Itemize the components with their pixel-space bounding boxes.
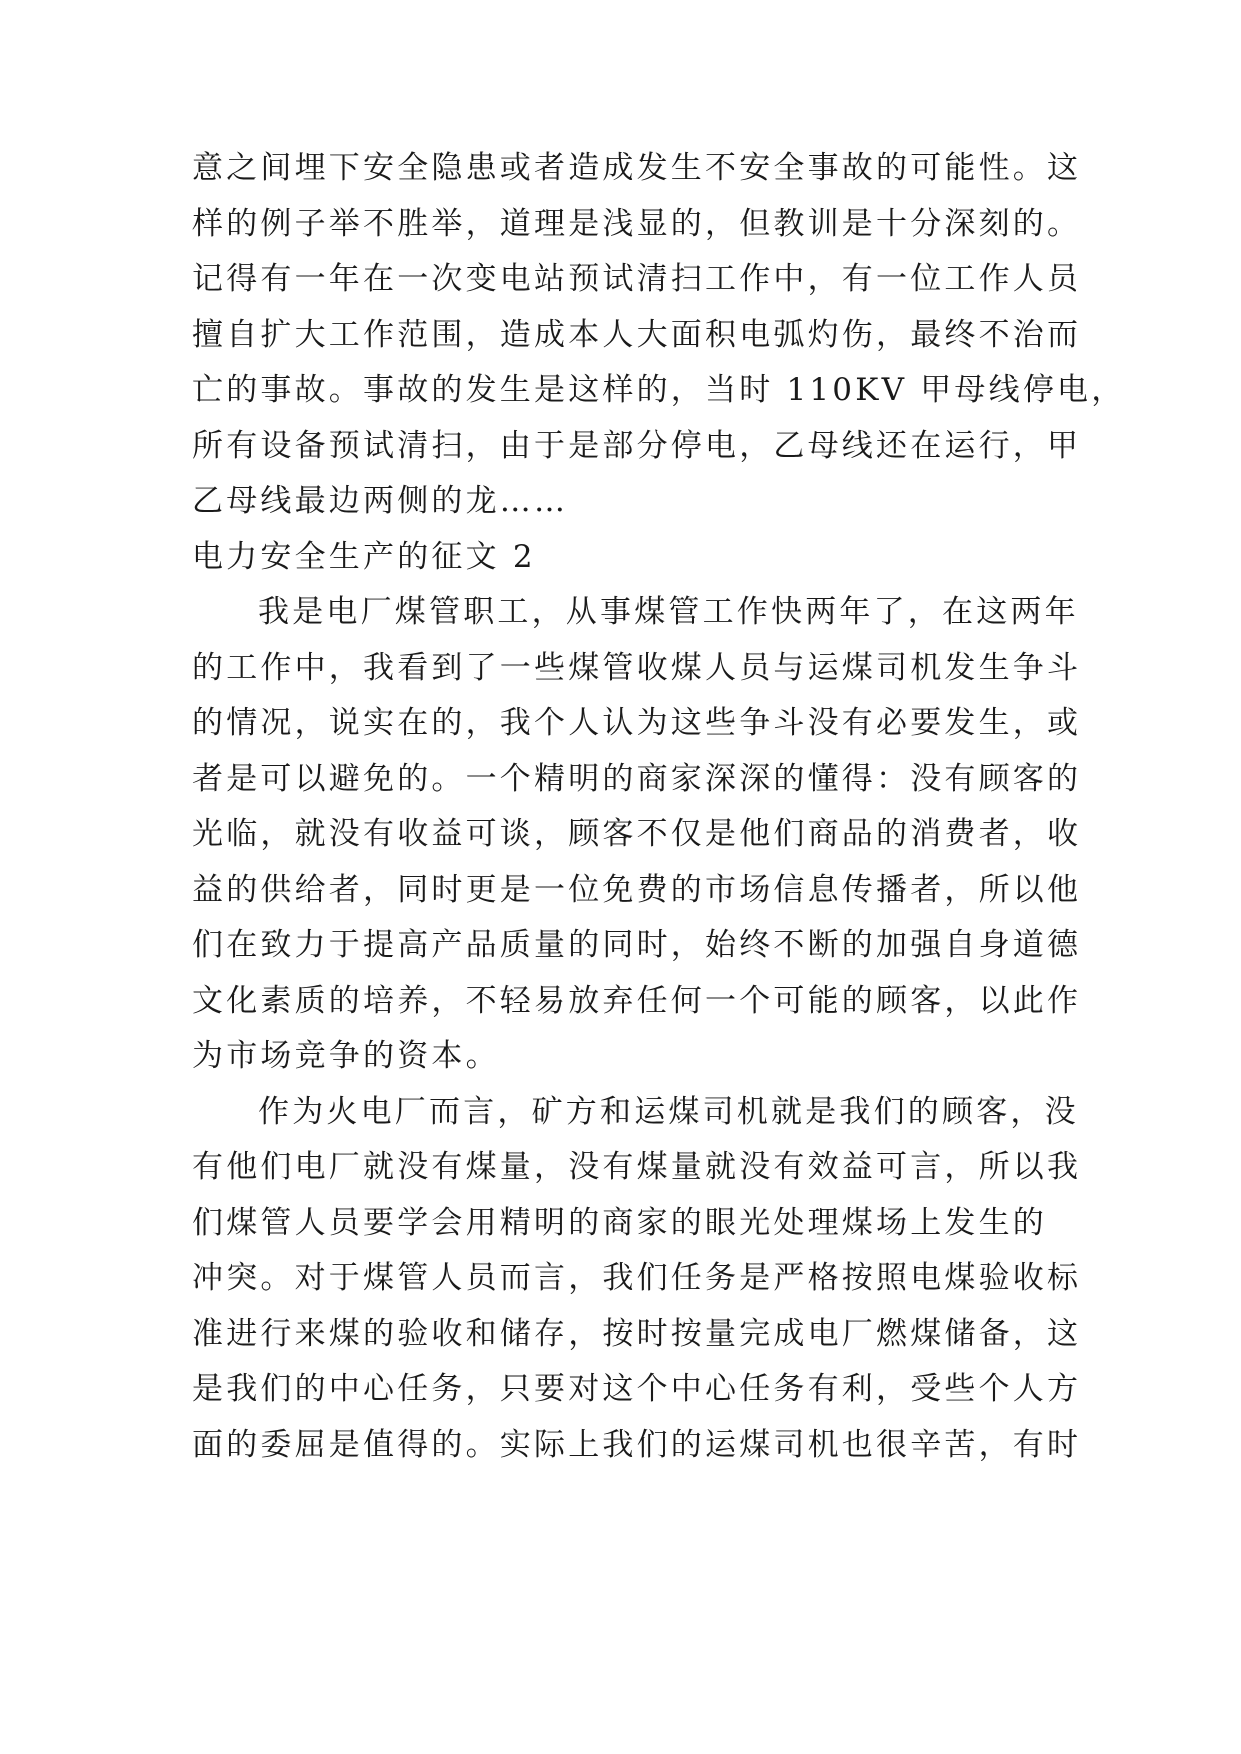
text-line: 擅自扩大工作范围，造成本人大面积电弧灼伤，最终不治而 [192,317,1082,353]
text-line: 准进行来煤的验收和储存，按时按量完成电厂燃煤储备，这 [192,1316,1082,1352]
paragraph-first-line: 我是电厂煤管职工，从事煤管工作快两年了，在这两年 [258,594,1079,630]
text-line: 所有设备预试清扫，由于是部分停电，乙母线还在运行，甲 [192,428,1082,464]
text-line: 为市场竞争的资本。 [192,1038,500,1074]
text-line: 们煤管人员要学会用精明的商家的眼光处理煤场上发生的 [192,1205,1047,1241]
text-line: 亡的事故。事故的发生是这样的，当时 110KV 甲母线停电， [192,372,1126,408]
text-line: 的情况，说实在的，我个人认为这些争斗没有必要发生，或 [192,705,1082,741]
text-line: 意之间埋下安全隐患或者造成发生不安全事故的可能性。这 [192,150,1082,186]
text-line: 益的供给者，同时更是一位免费的市场信息传播者，所以他 [192,872,1082,908]
text-line: 冲突。对于煤管人员而言，我们任务是严格按照电煤验收标 [192,1260,1082,1296]
text-line: 的工作中，我看到了一些煤管收煤人员与运煤司机发生争斗 [192,650,1082,686]
text-line: 们在致力于提高产品质量的同时，始终不断的加强自身道德 [192,927,1082,963]
text-line: 记得有一年在一次变电站预试清扫工作中，有一位工作人员 [192,261,1082,297]
text-line: 有他们电厂就没有煤量，没有煤量就没有效益可言，所以我 [192,1149,1082,1185]
text-line: 样的例子举不胜举，道理是浅显的，但教训是十分深刻的。 [192,206,1082,242]
text-line: 文化素质的培养，不轻易放弃任何一个可能的顾客，以此作 [192,983,1082,1019]
paragraph-first-line: 作为火电厂而言，矿方和运煤司机就是我们的顾客，没 [258,1094,1079,1130]
text-line: 乙母线最边两侧的龙…… [192,483,569,519]
text-line: 者是可以避免的。一个精明的商家深深的懂得：没有顾客的 [192,761,1082,797]
text-line: 面的委屈是值得的。实际上我们的运煤司机也很辛苦，有时 [192,1427,1082,1463]
section-heading: 电力安全生产的征文 2 [192,539,536,575]
text-line: 是我们的中心任务，只要对这个中心任务有利，受些个人方 [192,1371,1082,1407]
text-line: 光临，就没有收益可谈，顾客不仅是他们商品的消费者，收 [192,816,1082,852]
